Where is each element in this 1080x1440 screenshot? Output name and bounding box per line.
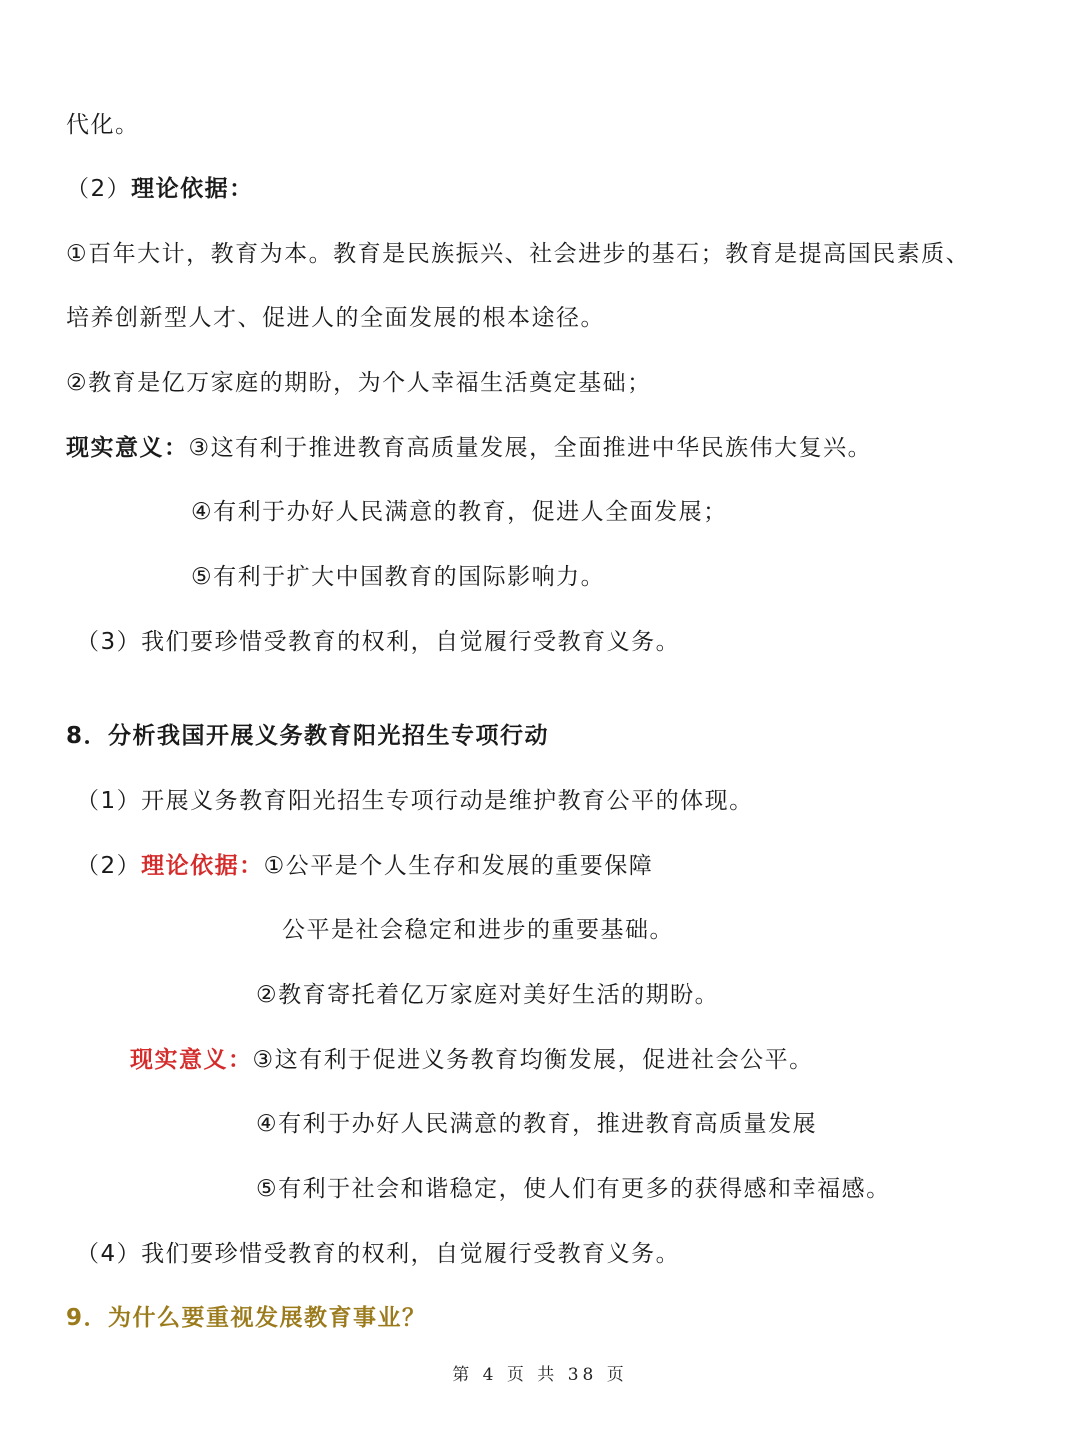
section-heading-8: 8．分析我国开展义务教育阳光招生专项行动 [66,723,550,749]
label-theory: 理论依据： [141,853,264,879]
text-line: ①公平是个人生存和发展的重要保障 [263,853,654,879]
item-number: （2） [66,176,132,202]
text-line: ④有利于办好人民满意的教育，促进人全面发展； [191,499,728,525]
practical-significance [130,1045,814,1075]
item-number: （2） [76,853,142,879]
practical-significance [66,433,872,463]
section-heading-9: 9．为什么要重视发展教育事业？ [66,1305,427,1331]
text-line: 公平是社会稳定和进步的重要基础。 [282,917,674,943]
label-practical: 现实意义： [66,435,189,461]
text-line: 培养创新型人才、促进人的全面发展的根本途径。 [66,305,605,331]
text-line: （4）我们要珍惜受教育的权利，自觉履行受教育义务。 [76,1241,681,1267]
text-line: ⑤有利于扩大中国教育的国际影响力。 [191,564,606,590]
text-line: ②教育寄托着亿万家庭对美好生活的期盼。 [256,982,720,1008]
sub-heading-theory [76,851,653,881]
text-line: （3）我们要珍惜受教育的权利，自觉履行受教育义务。 [76,629,681,655]
text-line: ②教育是亿万家庭的期盼，为个人幸福生活奠定基础； [66,370,652,396]
text-line: ③这有利于推进教育高质量发展，全面推进中华民族伟大复兴。 [188,435,873,461]
text-line: ④有利于办好人民满意的教育，推进教育高质量发展 [256,1111,818,1137]
text-line: （1）开展义务教育阳光招生专项行动是维护教育公平的体现。 [76,788,754,814]
text-line: ⑤有利于社会和谐稳定，使人们有更多的获得感和幸福感。 [256,1176,891,1202]
label-theory: 理论依据： [131,176,254,202]
label-practical: 现实意义： [130,1047,253,1073]
text-line: 代化。 [66,112,140,138]
text-line: ③这有利于促进义务教育均衡发展，促进社会公平。 [252,1047,814,1073]
page-footer: 第 4 页 共 38 页 [452,1365,628,1385]
sub-heading-theory [66,174,254,204]
text-line: ①百年大计，教育为本。教育是民族振兴、社会进步的基石；教育是提高国民素质、 [66,241,971,267]
